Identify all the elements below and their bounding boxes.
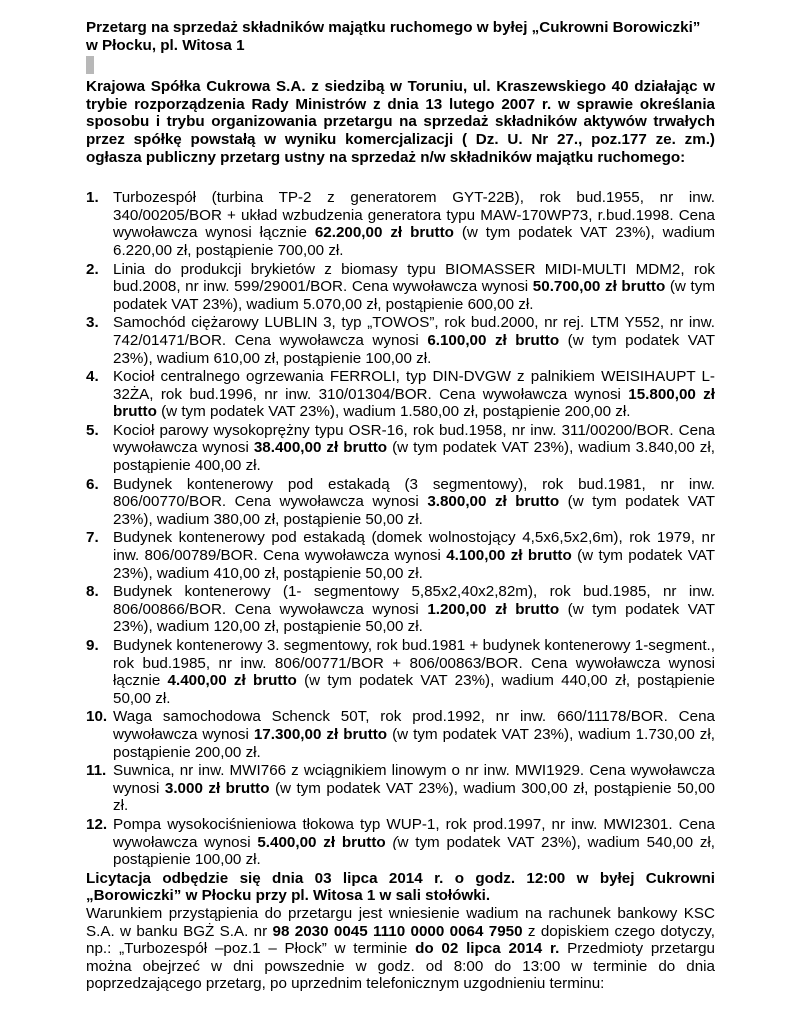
list-item-3 [86, 314, 715, 367]
item-number: 1. [86, 189, 99, 207]
item-terms: (w tym podatek VAT 23%), wadium 1.580,00 zł, postąpienie 200,00 zł. [156, 403, 631, 421]
item-terms: (w tym podatek VAT 23%), wadium 440,00 zł, postąpienie 50,00 zł. [113, 672, 715, 707]
conditions-paragraph [86, 905, 715, 993]
item-description: Kocioł centralnego ogrzewania FERROLI, typ DIN-DVGW z palnikiem WEISIHAUPT L-32ŻA, rok bud.1996, nr inw. 310/01304/BOR. Cena wywoławcza wynosi [113, 368, 715, 403]
item-description: Waga samochodowa Schenck 50T, rok prod.1992, nr inw. 660/11178/BOR. Cena wywoławcza wynosi [113, 708, 715, 743]
conditions-text: Przedmioty przetargu można obejrzeć w dni powszednie w godz. od 8:00 do 13:00 w terminie do dnia poprzedzającego przetarg, po uprzednim telefonicznym uzgodnieniu terminu: [86, 940, 716, 993]
item-price: 5.400,00 zł brutto [257, 833, 386, 851]
item-description: Suwnica, nr inw. MWI766 z wciągnikiem linowym o nr inw. MWI1929. Cena wywoławcza wynosi [113, 762, 715, 797]
item-number: 11. [86, 762, 107, 780]
item-terms: (w tym podatek VAT 23%), wadium 610,00 zł, postąpienie 100,00 zł. [113, 331, 715, 367]
list-item-6 [86, 476, 715, 529]
list-item-1 [86, 189, 715, 259]
item-terms: (w tym podatek VAT 23%), wadium 410,00 zł, postąpienie 50,00 zł. [113, 547, 715, 582]
item-description: Turbozespół (turbina TP-2 z generatorem GYT-22B), rok bud.1955, nr inw. 340/00205/BOR + układ wzbudzenia generatora typu MAW-170WP73, r.bud.1998. Cena wywoławcza wynosi łącznie [113, 189, 715, 242]
item-terms: (w tym podatek VAT 23%), wadium 3.840,00 zł, postąpienie 400,00 zł. [113, 439, 715, 475]
deposit-deadline: do 02 lipca 2014 r. [415, 940, 560, 958]
conditions-text: z dopiskiem czego dotyczy, np.: „Turbozespół –poz.1 – Płock” w terminie [86, 922, 715, 958]
list-item-11 [86, 762, 715, 815]
bank-account-number: 98 2030 0045 1110 0000 0064 7950 [272, 922, 523, 940]
document-title: Przetarg na sprzedaż składników majątku ruchomego w byłej „Cukrowni Borowiczki” w Płocku, pl. Witosa 1 [86, 19, 701, 54]
item-number: 9. [86, 637, 99, 654]
list-item-7 [86, 529, 715, 582]
item-description: Samochód ciężarowy LUBLIN 3, typ „TOWOS”, rok bud.2000, nr rej. LTM Y552, nr inw. 742/01471/BOR. Cena wywoławcza wynosi [113, 314, 715, 349]
item-terms: (w tym podatek VAT 23%), wadium 120,00 zł, postąpienie 50,00 zł. [113, 600, 715, 636]
item-number: 2. [86, 260, 99, 278]
item-description: Budynek kontenerowy 3. segmentowy, rok bud.1981 + budynek kontenerowy 1-segment., rok bud.1985, nr inw. 806/00771/BOR + 806/00863/BOR. Cena wywoławcza wynosi łącznie [113, 637, 715, 690]
item-terms: (w tym podatek VAT 23%), wadium 5.070,00 zł, postąpienie 600,00 zł. [113, 278, 715, 313]
list-item-12 [86, 816, 715, 869]
item-price: 1.200,00 zł brutto [427, 600, 560, 618]
item-description: Budynek kontenerowy pod estakadą (3 segmentowy), rok bud.1981, nr inw. 806/00770/BOR. Cena wywoławcza wynosi [113, 475, 715, 511]
item-description: Kocioł parowy wysokoprężny typu OSR-16, rok bud.1958, nr inw. 311/00200/BOR. Cena wywoławcza wynosi [113, 421, 715, 457]
item-price: 38.400,00 zł brutto [253, 439, 388, 457]
item-terms: (w tym podatek VAT 23%), wadium 380,00 zł, postąpienie 50,00 zł. [113, 493, 715, 528]
item-price: 15.800,00 zł brutto [113, 385, 715, 421]
item-description: Linia do produkcji brykietów z biomasy typu BIOMASSER MIDI-MULTI MDM2, rok bud.2008, nr inw. 599/29001/BOR. Cena wywoławcza wynosi [113, 260, 715, 296]
item-description: Pompa wysokociśnieniowa tłokowa typ WUP-1, rok prod.1997, nr inw. MWI2301. Cena wywoławcza wynosi [113, 815, 715, 851]
item-number: 3. [86, 314, 99, 332]
item-price: 6.100,00 zł brutto [427, 331, 560, 349]
item-price: 62.200,00 zł brutto [314, 224, 454, 242]
item-number: 6. [86, 475, 99, 493]
list-item-10 [86, 708, 715, 761]
item-price: 3.000 zł brutto [164, 779, 270, 797]
item-number: 4. [86, 368, 99, 386]
item-description: Budynek kontenerowy (1- segmentowy 5,85x2,40x2,82m), rok bud.1985, nr inw. 806/00866/BOR. Cena wywoławcza wynosi [113, 583, 715, 618]
item-number: 12. [86, 815, 108, 833]
item-description: Budynek kontenerowy pod estakadą (domek wolnostojący 4,5x6,5x2,6m), rok 1979, nr inw. 806/00789/BOR. Cena wywoławcza wynosi [113, 529, 715, 565]
item-number: 7. [86, 529, 99, 547]
conditions-text: Warunkiem przystąpienia do przetargu jest wniesienie wadium na rachunek bankowy KSC S.A. w banku BGŻ S.A. nr [86, 904, 715, 940]
item-list [86, 189, 715, 869]
item-price: 4.100,00 zł brutto [446, 547, 572, 565]
list-item-2 [86, 261, 715, 314]
list-item-5 [86, 422, 715, 475]
item-price: 3.800,00 zł brutto [427, 493, 560, 511]
intro-paragraph: Krajowa Spółka Cukrowa S.A. z siedzibą w Toruniu, ul. Kraszewskiego 40 działając w trybie rozporządzenia Rady Ministrów z dnia 13 lutego 2007 r. w sprawie określania sposobu i trybu organizowania przetargu na sprzedaż składników aktywów trwałych przez spółkę powstałą w wyniku komercjalizacji ( Dz. U. Nr 27., poz.177 ze. zm.) ogłasza publiczny przetarg ustny na sprzedaż n/w składników majątku ruchomego: [86, 78, 715, 166]
item-number: 10. [86, 708, 108, 726]
item-terms: (w tym podatek VAT 23%), wadium 300,00 zł, postąpienie 50,00 zł. [113, 779, 715, 815]
list-item-9 [86, 637, 715, 707]
item-terms: (w tym podatek VAT 23%), wadium 1.730,00 zł, postąpienie 200,00 zł. [113, 725, 715, 761]
list-item-4 [86, 368, 715, 421]
item-terms: (w tym podatek VAT 23%), wadium 6.220,00 zł, postąpienie 700,00 zł. [113, 224, 715, 259]
auction-notice: Licytacja odbędzie się dnia 03 lipca 2014 r. o godz. 12:00 w byłej Cukrowni „Borowiczki” w Płocku przy pl. Witosa 1 w sali stołówki. [86, 869, 715, 905]
list-item-8 [86, 583, 715, 636]
item-price: 4.400,00 zł brutto [167, 672, 297, 690]
item-price: 50.700,00 zł brutto [532, 278, 666, 296]
item-terms: w tym podatek VAT 23%), wadium 540,00 zł, postąpienie 100,00 zł. [113, 833, 716, 869]
item-price: 17.300,00 zł brutto [253, 725, 388, 743]
revision-marker [86, 56, 94, 74]
item-number: 5. [86, 421, 99, 439]
item-number: 8. [86, 583, 99, 601]
item-paren: ( [385, 833, 398, 851]
